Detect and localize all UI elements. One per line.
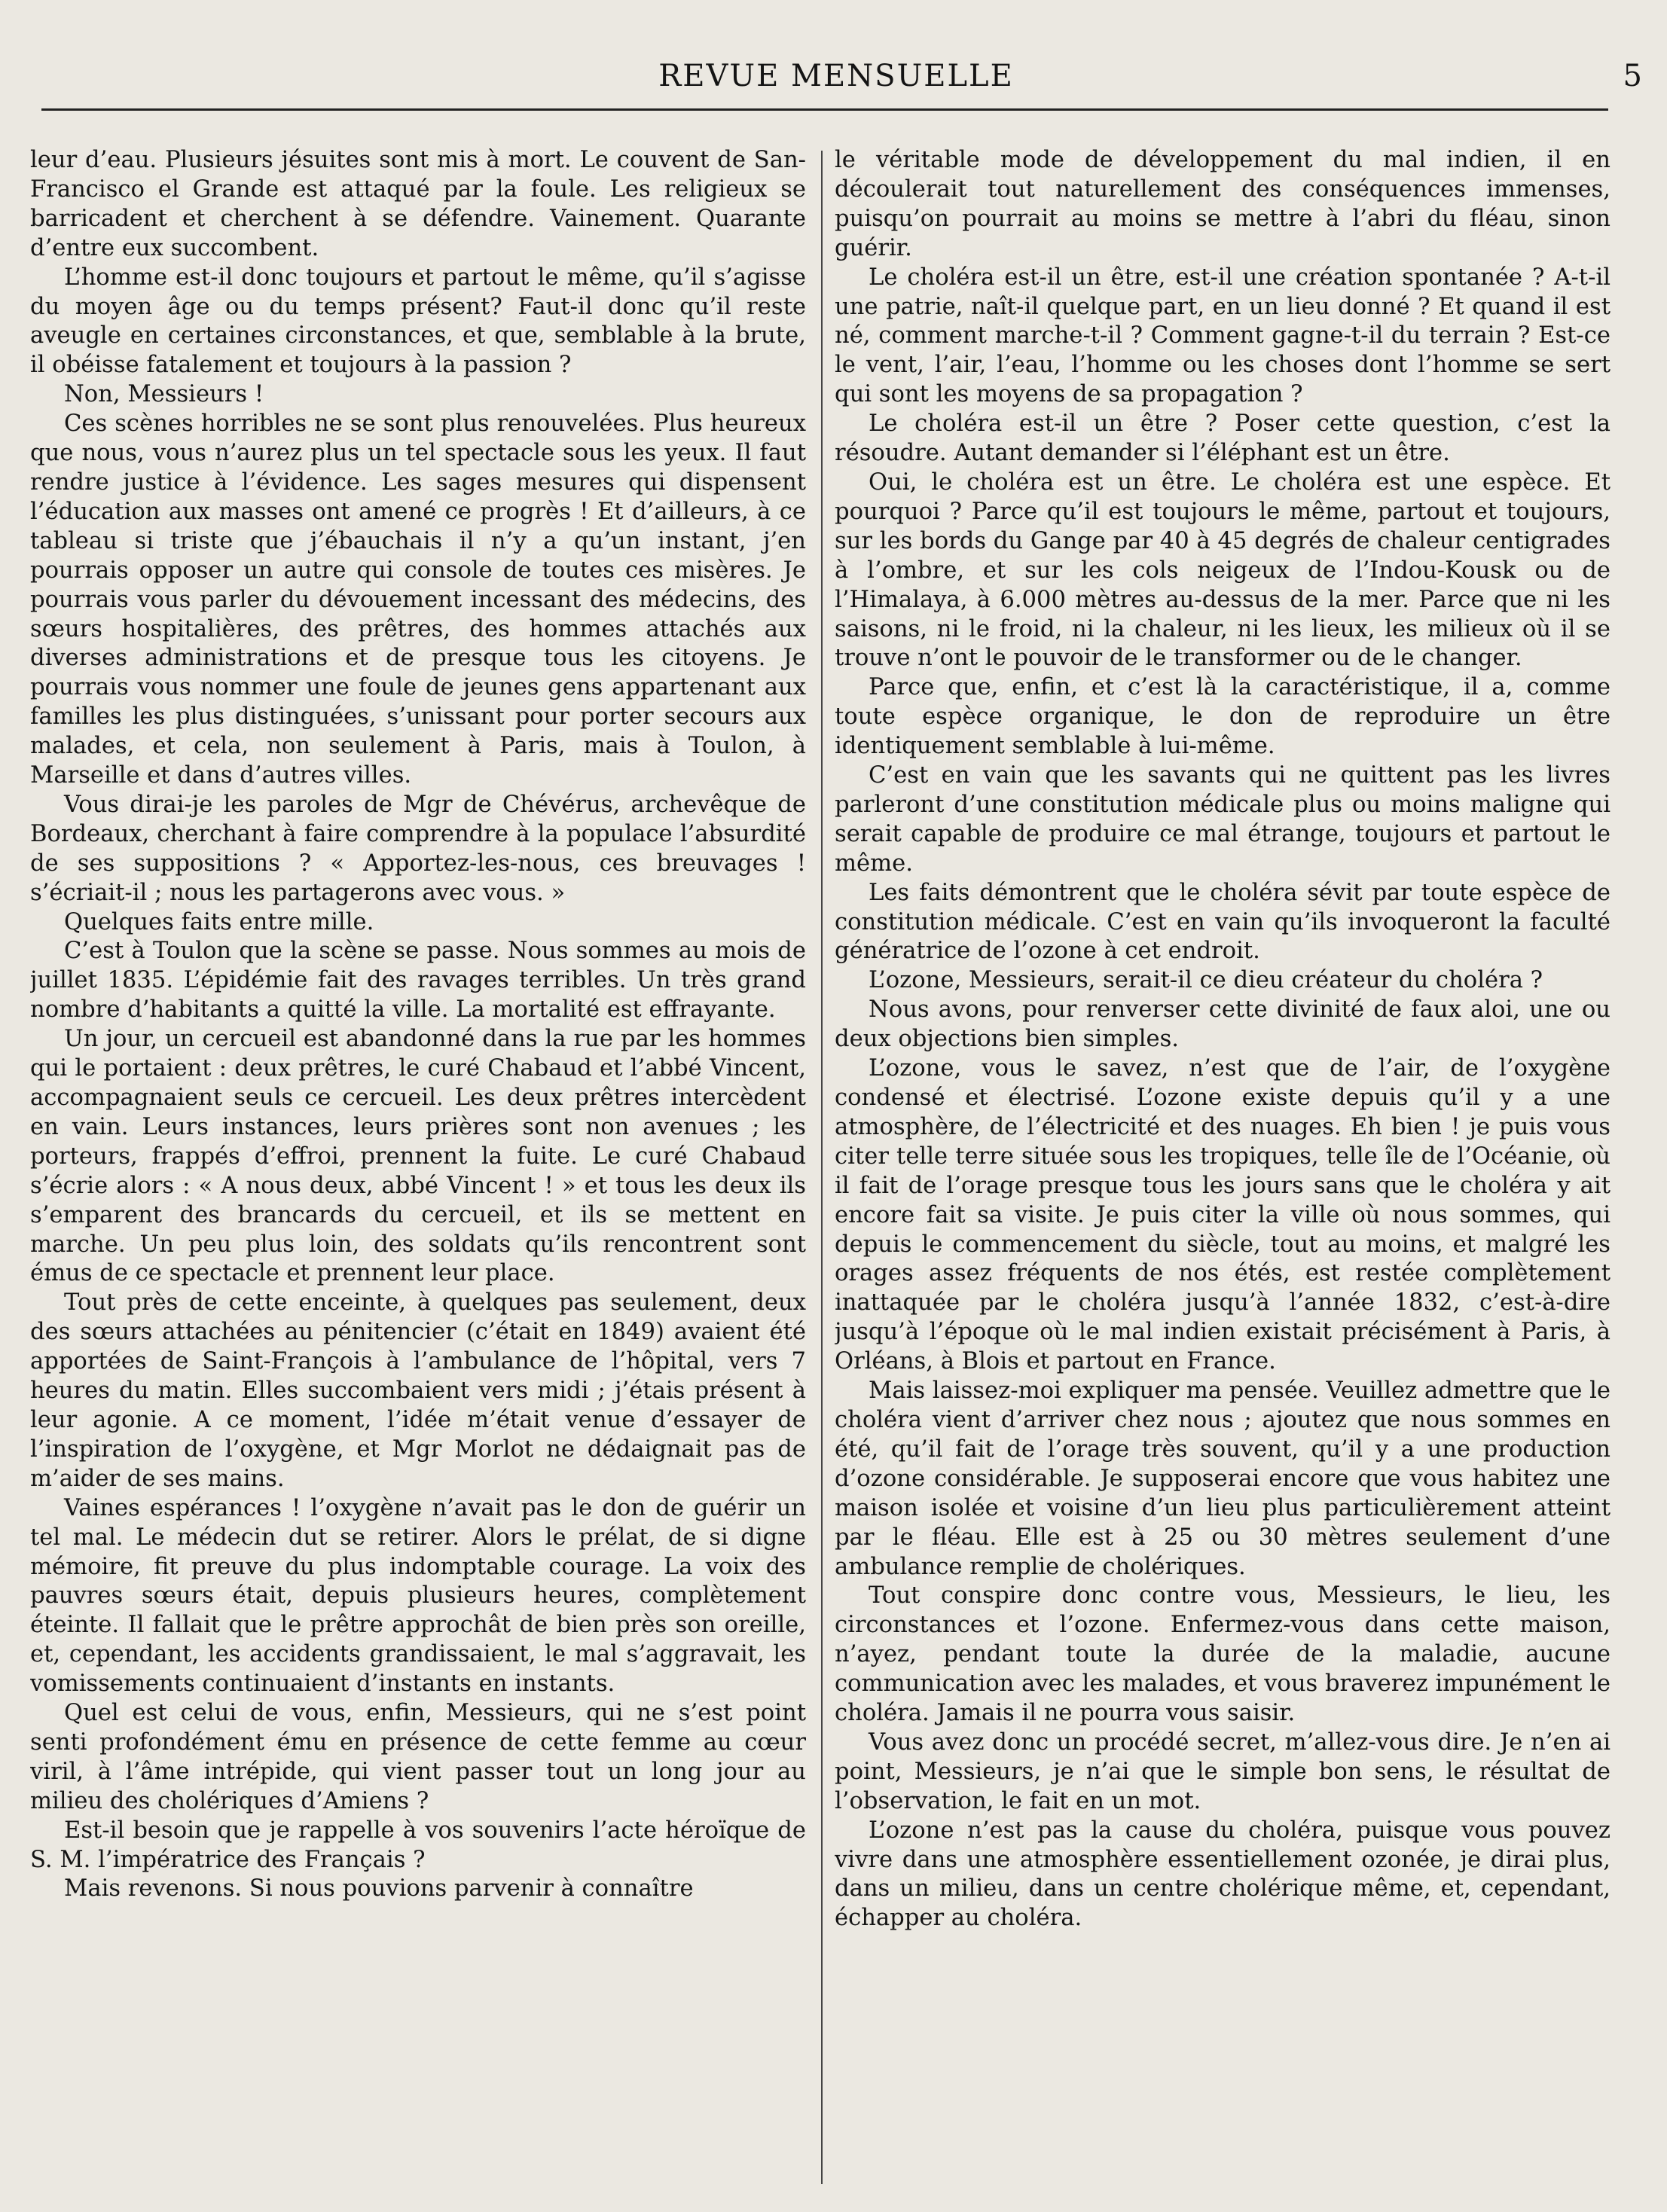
paragraph: Le choléra est-il un être, est-il une création spontanée ? A-t-il une patrie, naît-il quelque part, en un lieu donné ? Et quand il est né, comment marche-t-il ? Comment gagne-t-il du terrain ? Est-ce le vent, l’air, l’eau, l’homme ou les choses dont l’homme se sert qui sont les moyens de sa propagation ? <box>835 264 1611 408</box>
paragraph: C’est à Toulon que la scène se passe. Nous sommes au mois de juillet 1835. L’épidémie fait des ravages terribles. Un très grand nombre d’habitants a quitté la ville. La mortalité est effrayante. <box>30 938 806 1024</box>
paragraph: L’ozone, vous le savez, n’est que de l’air, de l’oxygène condensé et électrisé. L’ozone existe depuis qu’il y a une atmosphère, de l’électricité et des nuages. Eh bien ! je puis vous citer telle terre située sous les tropiques, telle île de l’Océanie, où il fait de l’orage presque tous les jours sans que le choléra y ait encore fait sa visite. Je puis citer la ville où nous sommes, qui depuis le commencement du siècle, tout au moins, et malgré les orages assez fréquents de nos étés, est restée complètement inattaquée par le choléra jusqu’à l’année 1832, c’est-à-dire jusqu’à l’époque où le mal indien existait précisément à Paris, à Orléans, à Blois et partout en France. <box>835 1055 1611 1375</box>
paragraph: C’est en vain que les savants qui ne quittent pas les livres parleront d’une constitution médicale plus ou moins maligne qui serait capable de produire ce mal étrange, toujours et partout le même. <box>835 762 1611 877</box>
paragraph: L’homme est-il donc toujours et partout le même, qu’il s’agisse du moyen âge ou du temps présent? Faut-il donc qu’il reste aveugle en certaines circonstances, et que, semblable à la brute, il obéisse fatalement et toujours à la passion ? <box>30 264 806 379</box>
paragraph: Le choléra est-il un être ? Poser cette question, c’est la résoudre. Autant demander si l’éléphant est un être. <box>835 410 1611 467</box>
paragraph: Vaines espérances ! l’oxygène n’avait pas le don de guérir un tel mal. Le médecin dut se retirer. Alors le prélat, de si digne mémoire, fit preuve du plus indomptable courage. La voix des pauvres sœurs était, depuis plusieurs heures, complètement éteinte. Il fallait que le prêtre approchât de bien près son oreille, et, cependant, les accidents grandissaient, le mal s’aggravait, les vomissements continuaient d’instants en instants. <box>30 1494 806 1698</box>
paragraph: Parce que, enfin, et c’est là la caractéristique, il a, comme toute espèce organique, le don de reproduire un être identiquement semblable à lui-même. <box>835 674 1611 760</box>
page-number: 5 <box>1623 59 1642 93</box>
paragraph: L’ozone, Messieurs, serait-il ce dieu créateur du choléra ? <box>869 967 1543 994</box>
paragraph: leur d’eau. Plusieurs jésuites sont mis à mort. Le couvent de San-Francisco el Grande est attaqué par la foule. Les religieux se barricadent et cherchent à se défendre. Vainement. Quarante d’entre eux succombent. <box>30 147 806 261</box>
running-head <box>30 53 1642 105</box>
paragraph: Un jour, un cercueil est abandonné dans la rue par les hommes qui le portaient : deux prêtres, le curé Chabaud et l’abbé Vincent, accompagnaient seuls ce cercueil. Les deux prêtres intercèdent en vain. Leurs instances, leurs prières sont non avenues ; les porteurs, frappés d’effroi, prennent la fuite. Le curé Chabaud s’écrie alors : « A nous deux, abbé Vincent ! » et tous les deux ils s’emparent des brancards du cercueil, et ils se mettent en marche. Un peu plus loin, des soldats qu’ils rencontrent sont émus de ce spectacle et prennent leur place. <box>30 1026 806 1287</box>
paragraph: Mais laissez-moi expliquer ma pensée. Veuillez admettre que le choléra vient d’arriver chez nous ; ajoutez que nous sommes en été, qu’il fait de l’orage très souvent, qu’il y a une production d’ozone considérable. Je supposerai encore que vous habitez une maison isolée et voisine d’un lieu plus particulièrement atteint par le fléau. Elle est à 25 ou 30 mètres seulement d’une ambulance remplie de cholériques. <box>835 1378 1611 1580</box>
right-column <box>835 146 1611 2195</box>
column-divider <box>821 151 823 2184</box>
paragraph: Vous avez donc un procédé secret, m’allez-vous dire. Je n’en ai point, Messieurs, je n’ai que le simple bon sens, le résultat de l’observation, le fait en un mot. <box>835 1728 1611 1814</box>
paragraph: Oui, le choléra est un être. Le choléra est une espèce. Et pourquoi ? Parce qu’il est toujours le même, partout et toujours, sur les bords du Gange par 40 à 45 degrés de chaleur centigrades à l’ombre, et sur les cols neigeux de l’Indou-Kousk ou de l’Himalaya, à 6.000 mètres au-dessus de la mer. Parce que ni les saisons, ni le froid, ni la chaleur, ni les lieux, les milieux où il se trouve n’ont le pouvoir de le transformer ou de le changer. <box>835 468 1611 672</box>
paragraph: le véritable mode de développement du mal indien, il en découlerait tout naturellement des conséquences immenses, puisqu’on pourrait au moins se mettre à l’abri du fléau, sinon guérir. <box>835 147 1611 261</box>
paragraph: Nous avons, pour renverser cette divinité de faux aloi, une ou deux objections bien simples. <box>835 996 1611 1053</box>
paragraph: Vous dirai-je les paroles de Mgr de Chévérus, archevêque de Bordeaux, cherchant à faire comprendre à la populace l’absurdité de ses suppositions ? « Apportez-les-nous, ces breuvages ! s’écriait-il ; nous les partagerons avec vous. » <box>30 791 806 906</box>
paragraph: Non, Messieurs ! <box>64 381 264 408</box>
journal-title: REVUE MENSUELLE <box>658 59 1014 93</box>
paragraph: Tout conspire donc contre vous, Messieurs, le lieu, les circonstances et l’ozone. Enfermez-vous dans cette maison, n’ayez, pendant toute la durée de la maladie, aucune communication avec les malades, et vous braverez impunément le choléra. Jamais il ne pourra vous saisir. <box>835 1582 1611 1727</box>
paragraph: Quelques faits entre mille. <box>64 908 374 935</box>
paragraph: Tout près de cette enceinte, à quelques pas seulement, deux des sœurs attachées au pénitencier (c’était en 1849) avaient été apportées de Saint-François à l’ambulance de l’hôpital, vers 7 heures du matin. Elles succombaient vers midi ; j’étais présent à leur agonie. A ce moment, l’idée m’était venue d’essayer de l’inspiration de l’oxygène, et Mgr Morlot ne dédaignait pas de m’aider de ses mains. <box>30 1289 806 1492</box>
paragraph: L’ozone n’est pas la cause du choléra, puisque vous pouvez vivre dans une atmosphère essentiellement ozonée, je dirai plus, dans un milieu, dans un centre cholérique même, et, cependant, échapper au choléra. <box>835 1817 1611 1932</box>
header-rule <box>41 108 1608 111</box>
paragraph: Les faits démontrent que le choléra sévit par toute espèce de constitution médicale. C’est en vain qu’ils invoqueront la faculté génératrice de l’ozone à cet endroit. <box>835 879 1611 965</box>
paragraph: Mais revenons. Si nous pouvions parvenir à connaître <box>64 1875 694 1902</box>
paragraph: Ces scènes horribles ne se sont plus renouvelées. Plus heureux que nous, vous n’aurez plus un tel spectacle sous les yeux. Il faut rendre justice à l’évidence. Les sages mesures qui dispensent l’éducation aux masses ont amené ce progrès ! Et d’ailleurs, à ce tableau si triste que j’ébauchais il n’y a qu’un instant, j’en pourrais opposer un autre qui console de toutes ces misères. Je pourrais vous parler du dévouement incessant des médecins, des sœurs hospitalières, des prêtres, des hommes attachés aux diverses administrations et de presque tous les citoyens. Je pourrais vous nommer une foule de jeunes gens appartenant aux familles les plus distinguées, s’unissant pour porter secours aux malades, et cela, non seulement à Paris, mais à Toulon, à Marseille et dans d’autres villes. <box>30 410 806 789</box>
left-column <box>30 146 806 2195</box>
paragraph: Quel est celui de vous, enfin, Messieurs, qui ne s’est point senti profondément ému en présence de cette femme au cœur viril, à l’âme intrépide, qui vient passer tout un long jour au milieu des cholériques d’Amiens ? <box>30 1700 806 1814</box>
paragraph: Est-il besoin que je rappelle à vos souvenirs l’acte héroïque de S. M. l’impératrice des Français ? <box>30 1817 806 1873</box>
